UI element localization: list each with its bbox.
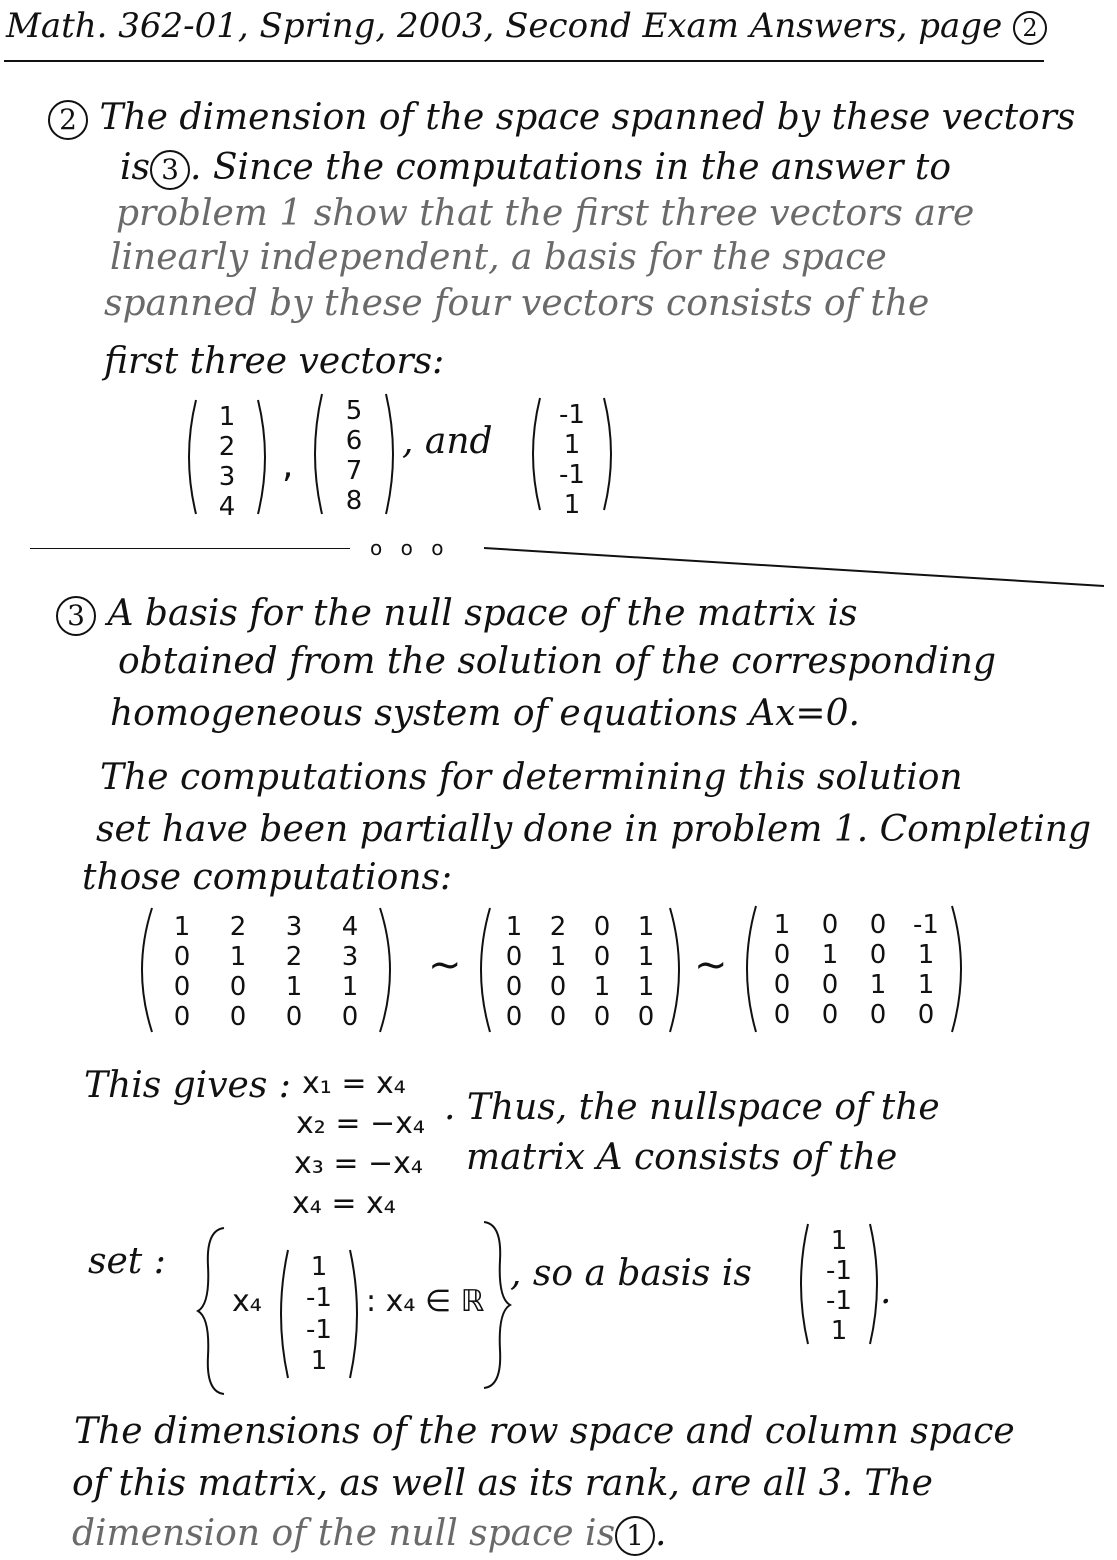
basis-period: . xyxy=(880,1271,892,1312)
p2-dim-circle: 3 xyxy=(150,150,190,190)
set-x4: x₄ xyxy=(232,1284,262,1319)
divider-left xyxy=(30,548,350,549)
set-condition: : x₄ ∈ ℝ xyxy=(366,1284,485,1319)
p2-line4: linearly independent, a basis for the space xyxy=(110,237,887,278)
tilde-2: ~ xyxy=(694,942,728,988)
p2-line6: first three vectors: xyxy=(104,341,445,382)
equation-4: x₄ = x₄ xyxy=(292,1186,396,1221)
p3-line3: homogeneous system of equations Ax=0. xyxy=(110,693,860,734)
set-vector: 1 -1 -1 1 xyxy=(272,1248,366,1380)
thus-line1: . Thus, the nullspace of the xyxy=(444,1087,940,1128)
p2-line1: 2 The dimension of the space spanned by these vectors xyxy=(48,96,1075,140)
set-label: set : xyxy=(88,1241,166,1282)
header-text: Math. 362-01, Spring, 2003, Second Exam Answers, page xyxy=(6,6,1003,46)
set-left-brace xyxy=(196,1226,226,1400)
tilde-1: ~ xyxy=(428,942,462,988)
basis-vector: 1 -1 -1 1 xyxy=(792,1222,886,1346)
equation-2: x₂ = −x₄ xyxy=(296,1106,425,1141)
null-dim-circle: 1 xyxy=(615,1516,655,1556)
set-right-brace xyxy=(482,1220,512,1394)
thus-line2: matrix A consists of the xyxy=(466,1137,898,1178)
matrix-1: 1 2 3 4 0 1 2 3 0 0 1 1 0 0 0 0 xyxy=(130,906,402,1034)
p3-line6: those computations: xyxy=(82,857,453,898)
page-number-circle: 2 xyxy=(1013,11,1047,45)
p2-number-circle: 2 xyxy=(48,100,88,140)
p3-line1: 3 A basis for the null space of the matrix is xyxy=(56,592,857,636)
final-line3: dimension of the null space is 1 . xyxy=(72,1513,667,1554)
header-rule xyxy=(4,60,1044,62)
matrix-2: 1 2 0 1 0 1 0 1 0 0 1 1 0 0 0 0 xyxy=(470,906,690,1034)
this-gives-label: This gives : xyxy=(84,1065,291,1106)
page-header xyxy=(6,4,1047,48)
p2-line5: spanned by these four vectors consists of the xyxy=(104,283,930,324)
p2-vector-2: 5 6 7 8 xyxy=(306,392,402,516)
divider-dots: o o o xyxy=(370,536,450,560)
p2-comma: , xyxy=(282,445,294,486)
equation-3: x₃ = −x₄ xyxy=(294,1146,423,1181)
p3-line5: set have been partially done in problem 1. Completing xyxy=(96,809,1092,850)
divider-right xyxy=(484,540,1110,594)
p2-line2: is 3 . Since the computations in the answer to xyxy=(120,147,952,188)
p2-vector-1: 1 2 3 4 xyxy=(180,398,274,516)
p3-number-circle: 3 xyxy=(56,596,96,636)
final-line2: of this matrix, as well as its rank, are all 3. The xyxy=(72,1463,933,1504)
p2-vector-3: -1 1 -1 1 xyxy=(524,396,620,512)
p3-line4: The computations for determining this solution xyxy=(100,757,963,798)
final-line1: The dimensions of the row space and column space xyxy=(74,1411,1015,1452)
matrix-3: 1 0 0 -1 0 1 0 1 0 0 1 1 0 0 0 0 xyxy=(736,904,972,1034)
so-basis-text: , so a basis is xyxy=(510,1253,752,1294)
p3-line2: obtained from the solution of the corresponding xyxy=(118,641,997,682)
p2-line3: problem 1 show that the first three vectors are xyxy=(116,193,975,234)
equation-1: x₁ = x₄ xyxy=(302,1066,406,1101)
p2-and: , and xyxy=(402,421,493,462)
